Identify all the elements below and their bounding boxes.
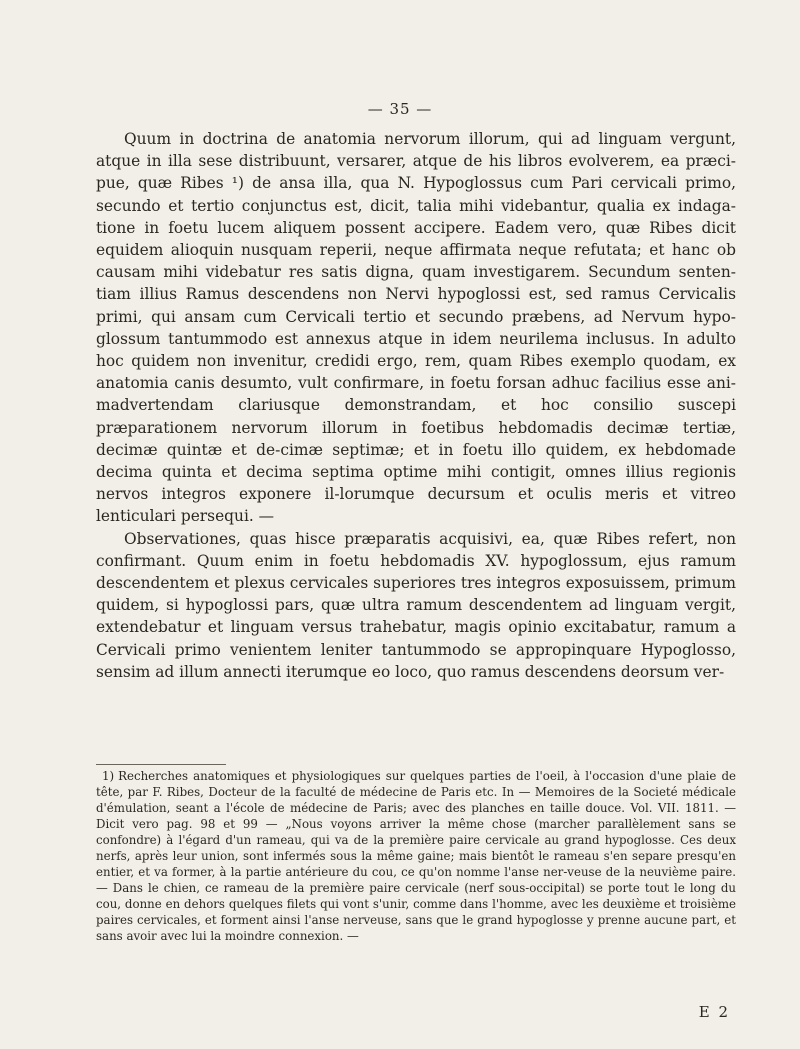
footnote xyxy=(96,768,736,944)
paragraph-1: Quum in doctrina de anatomia nervorum illorum, qui ad linguam vergunt, atque in illa sese distribuunt, versarer, atque de his libros evolverem, ea præci-pue, quæ Ribes ¹) de ansa illa, qua N. Hypoglossus cum Pari cervicali primo, secundo et tertio conjunctus est, dicit, talia mihi videbantur, qualia ex indaga-tione in foetu lucem aliquem possent accipere. Eadem vero, quæ Ribes dicit equidem alioquin nusquam reperii, neque affirmata neque refutata; et hanc ob causam mihi videbatur res satis digna, quam investigarem. Secundum senten-tiam illius Ramus descendens non Nervi hypoglossi est, sed ramus Cervicalis primi, qui ansam cum Cervicali tertio et secundo præbens, ad Nervum hypo-glossum tantummodo est annexus atque in idem neurilema inclusus. In adulto hoc quidem non invenitur, credidi ergo, rem, quam Ribes exemplo quodam, ex anatomia canis desumto, vult confirmare, in foetu forsan adhuc facilius esse ani-madvertendam clariusque demonstrandam, et hoc consilio suscepi præparationem nervorum illorum in foetibus hebdomadis decimæ tertiæ, decimæ quintæ et de-cimæ septimæ; et in foetu illo quidem, ex hebdomade decima quinta et decima septima optime mihi contigit, omnes illius regionis nervos integros exponere il-lorumque decursum et oculis meris et vitreo lenticulari persequi. — xyxy=(96,130,736,526)
signature-mark: E 2 xyxy=(698,1003,730,1021)
footnote-divider xyxy=(96,764,226,765)
paragraph-2: Observationes, quas hisce præparatis acquisivi, ea, quæ Ribes refert, non confirmant. Quum enim in foetu hebdomadis XV. hypoglossum, ejus ramum descendentem et plexus cervicales superiores tres integros exposuissem, primum quidem, si hypoglossi pars, quæ ultra ramum descendentem ad linguam vergit, extendebatur et linguam versus trahebatur, magis opinio excitabatur, ramum a Cervicali primo venientem leniter tantummodo se appropinquare Hypoglosso, sensim ad illum annecti iterumque eo loco, quo ramus descendens deorsum ver- xyxy=(96,529,736,681)
footnote-text: Recherches anatomiques et physiologiques sur quelques parties de l'oeil, à l'occasion d'une plaie de tête, par F. Ribes, Docteur de la faculté de médecine de Paris etc. In — Memoires de la Societé médicale d'émulation, seant a l'école de médecine de Paris; avec des planches en taille douce. Vol. VII. 1811. — Dicit vero pag. 98 et 99 — „Nous voyons arriver la même chose (marcher parallèlement sans se confondre) à l'égard d'un rameau, qui va de la première paire cervicale au grand hypoglosse. Ces deux nerfs, après leur union, sont infermés sous la même gaine; mais bientôt le rameau s'en separe presqu'en entier, et va former, à la partie antérieure du cou, ce qu'on nomme l'anse ner-veuse de la neuvième paire. — Dans le chien, ce rameau de la première paire cervicale (nerf sous-occipital) se porte tout le long du cou, donne en dehors quelques filets qui vont s'unir, comme dans l'homme, avec les deuxième et troisième paires cervicales, et forment ainsi l'anse nerveuse, sans que le grand hypoglosse y prenne aucune part, et sans avoir avec lui la moindre connexion. — xyxy=(96,769,736,943)
footnote-marker: 1) xyxy=(102,769,115,783)
main-text xyxy=(96,128,736,683)
page-number: — 35 — xyxy=(367,100,433,118)
